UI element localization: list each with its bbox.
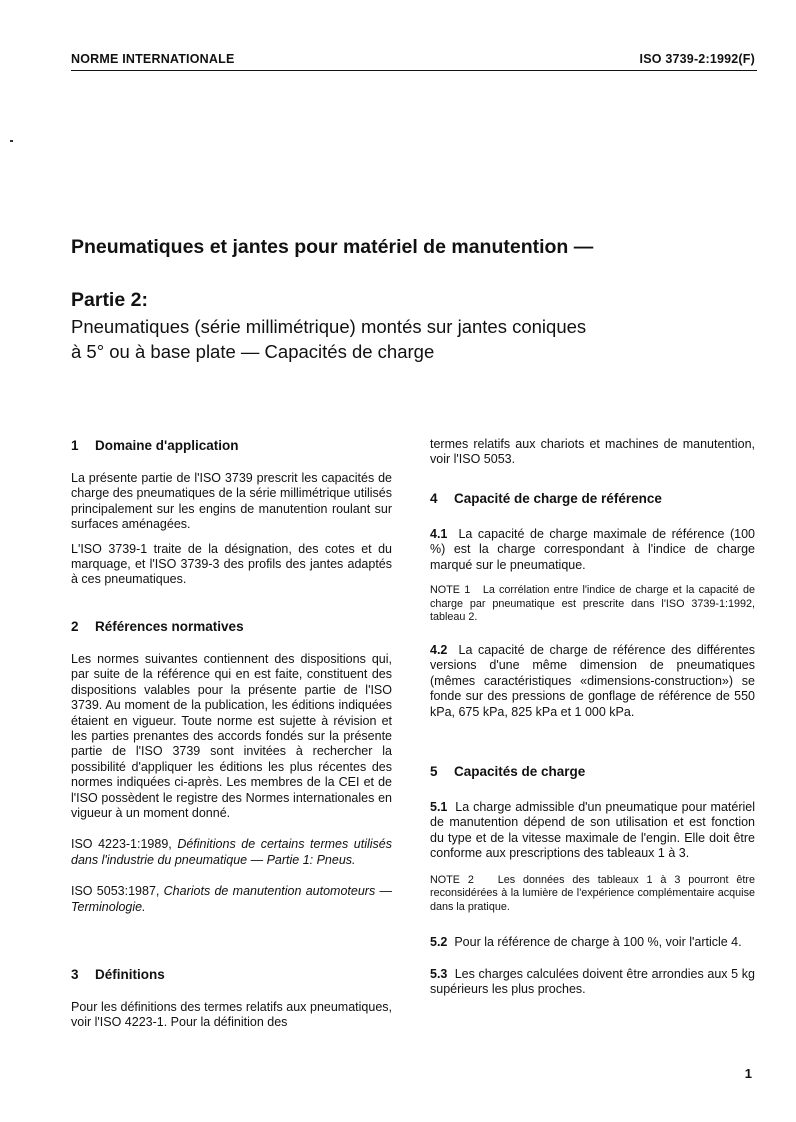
section-number: 2 <box>71 619 79 634</box>
subtitle-line-1: Pneumatiques (série millimétrique) montés sur jantes coniques <box>71 316 587 337</box>
paragraph: La présente partie de l'ISO 3739 prescrit les capacités de charge des pneumatiques de la série millimétrique utilisés principalement sur les engins de manutention roulant sur surfaces aménagées. <box>71 471 392 532</box>
section-5-body <box>430 800 755 998</box>
clause-4-2 <box>430 643 755 720</box>
reference-code: ISO 5053:1987, <box>71 884 160 899</box>
clause-text: La capacité de charge maximale de référence (100 %) est la charge correspondant à l'indice de charge marqué sur le pneumatique. <box>430 527 755 572</box>
page-number: 1 <box>744 1066 752 1081</box>
subtitle-line-2: à 5° ou à base plate — Capacités de charge <box>71 341 435 362</box>
note-text: Les données des tableaux 1 à 3 pourront être reconsidérées à la lumière de l'expérience complémentaire acquise dans la pratique. <box>430 873 755 913</box>
section-3-heading <box>71 967 165 982</box>
section-number: 1 <box>71 438 79 453</box>
normative-reference-2 <box>71 884 392 915</box>
clause-number: 4.1 <box>430 527 448 541</box>
paragraph: Les normes suivantes contiennent des dispositions qui, par suite de la référence qui en est faite, constituent des dispositions valables pour la présente partie de l'ISO 3739. Au moment de la publication, les éditions indiquées étaient en vigueur. Toute norme est sujette à révision et les parties prenantes des accords fondés sur la présente partie de l'ISO 3739 sont invitées à rechercher la possibilité d'appliquer les éditions les plus récentes des normes indiquées ci-après. Les membres de la CEI et de l'ISO possèdent le registre des Normes internationales en vigueur à un moment donné. <box>71 652 392 821</box>
section-4-body <box>430 527 755 720</box>
section-number: 5 <box>430 764 438 779</box>
section-title: Capacités de charge <box>454 764 586 779</box>
clause-text: La charge admissible d'un pneumatique pour matériel de manutention dépend de son utilisation et est fonction du type et de la vitesse maximale de l'engin. Elle doit être conforme aux prescriptions des tableaux 1 à 3. <box>430 800 755 861</box>
clause-5-2 <box>430 935 755 950</box>
section-title: Domaine d'application <box>95 438 239 453</box>
section-5-heading <box>430 764 585 779</box>
note-label: NOTE 1 <box>430 584 471 597</box>
section-number: 4 <box>430 491 438 506</box>
paragraph: L'ISO 3739-1 traite de la désignation, des cotes et du marquage, et l'ISO 3739-3 des profils des jantes adaptés à ces pneumatiques. <box>71 541 392 587</box>
paragraph: termes relatifs aux chariots et machines de manutention, voir l'ISO 5053. <box>430 437 755 467</box>
note-text: La corrélation entre l'indice de charge et la capacité de charge par pneumatique est prescrite dans l'ISO 3739-1:1992, tableau 2. <box>430 584 755 624</box>
clause-number: 4.2 <box>430 643 448 657</box>
document-title: Pneumatiques et jantes pour matériel de manutention — <box>71 236 594 258</box>
section-3-body <box>71 1000 392 1031</box>
note-2 <box>430 874 755 915</box>
section-1-body <box>71 471 392 588</box>
clause-5-1 <box>430 800 755 862</box>
clause-4-1 <box>430 527 755 573</box>
clause-number: 5.2 <box>430 935 448 950</box>
note-1 <box>430 584 755 625</box>
section-title: Références normatives <box>95 619 244 634</box>
document-type-label: NORME INTERNATIONALE <box>71 52 235 66</box>
reference-code: ISO 4223-1:1989, <box>71 837 172 852</box>
paragraph: Pour les définitions des termes relatifs aux pneumatiques, voir l'ISO 4223-1. Pour la définition des <box>71 1000 392 1030</box>
clause-text: La capacité de charge de référence des différentes versions d'une même dimension de pneumatiques (mêmes caractéristiques «dimensions-construction») se fonde sur des pressions de gonflage de référence de 550 kPa, 675 kPa, 825 kPa et 1 000 kPa. <box>430 643 756 719</box>
note-label: NOTE 2 <box>430 873 474 886</box>
clause-number: 5.3 <box>430 966 448 981</box>
section-2-heading <box>71 619 244 634</box>
section-title: Définitions <box>95 967 165 982</box>
document-reference: ISO 3739-2:1992(F) <box>639 52 755 66</box>
reference-title: Définitions de certains termes utilisés dans l'industrie du pneumatique — Partie 1: Pneus. <box>71 837 392 867</box>
reference-title: Chariots de manutention automoteurs — Terminologie. <box>71 884 392 914</box>
section-4-heading <box>430 491 662 506</box>
clause-text: Les charges calculées doivent être arrondies aux 5 kg supérieurs les plus proches. <box>430 966 755 997</box>
clause-text: Pour la référence de charge à 100 %, voir l'article 4. <box>454 935 742 950</box>
clause-number: 5.1 <box>430 800 448 814</box>
part-label: Partie 2: <box>71 289 148 311</box>
section-title: Capacité de charge de référence <box>454 491 662 506</box>
section-number: 3 <box>71 967 79 982</box>
section-1-heading <box>71 438 238 453</box>
section-3-continuation <box>430 437 755 468</box>
normative-reference-1 <box>71 837 392 868</box>
section-2-body <box>71 652 392 915</box>
clause-5-3 <box>430 967 755 998</box>
